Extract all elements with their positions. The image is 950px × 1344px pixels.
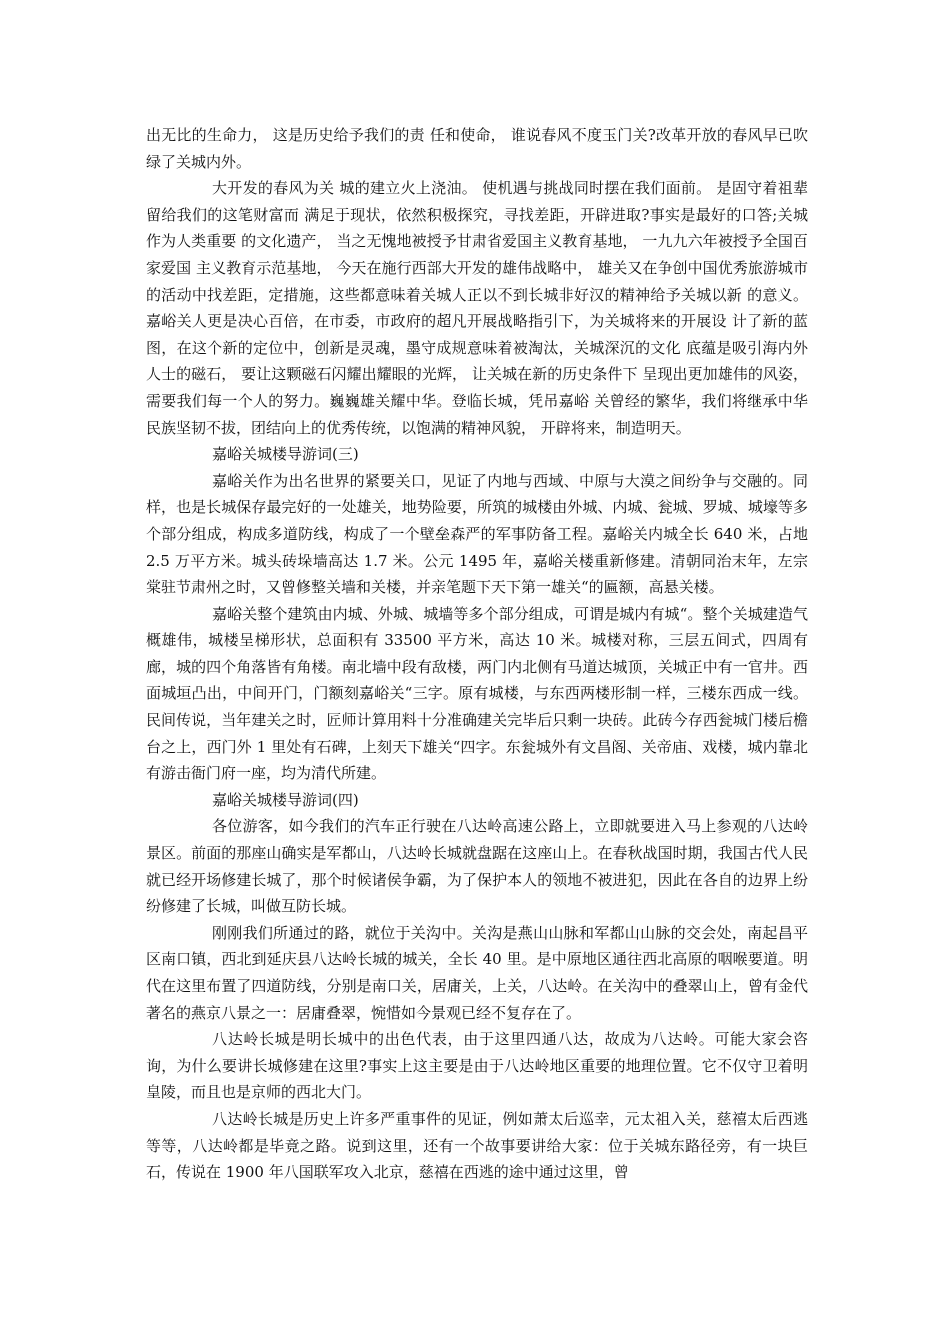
paragraph: 嘉峪关作为出名世界的紧要关口，见证了内地与西域、中原与大漠之间纷争与交融的。同样，也是长城保存最完好的一处雄关，地势险要，所筑的城楼由外城、内城、瓮城、罗城、城壕等多个部分组成，构成多道防线，构成了一个壁垒森严的军事防备工程。嘉峪关内城全长 640 米，占地 2.5 万平方米。城头砖垛墙高达 1.7 米。公元 1495 年，嘉峪关楼重新修建。清朝同治末年，左宗棠驻节肃州之时，又曾修整关墙和关楼，并亲笔题下天下第一雄关“的匾额，高悬关楼。 <box>146 471 808 597</box>
section-heading: 嘉峪关城楼导游词(四) <box>212 790 359 809</box>
paragraph: 出无比的生命力， 这是历史给予我们的责 任和使命， 谁说春风不度玉门关?改革开放的春风早已吹绿了关城内外。 <box>146 126 808 171</box>
paragraph: 大开发的春风为关 城的建立火上浇油。 使机遇与挑战同时摆在我们面前。 是固守着祖辈留给我们的这笔财富而 满足于现状，依然积极探究，寻找差距，开辟进取?事实是最好的口答;关城作为人类重要 的文化遗产， 当之无愧地被授予甘肃省爱国主义教育基地， 一九九六年被授予全国百家爱国 主义教育示范基地， 今天在施行西部大开发的雄伟战略中， 雄关又在争创中国优秀旅游城市 的活动中找差距，定措施，这些都意味着关城人正以不到长城非好汉的精神给予关城以新 的意义。 嘉峪关人更是决心百倍，在市委，市政府的超凡开展战略指引下，为关城将来的开展设 计了新的蓝图，在这个新的定位中，创新是灵魂，墨守成规意味着被淘汰，关城深沉的文化 底蕴是吸引海内外人士的磁石， 要让这颗磁石闪耀出耀眼的光辉， 让关城在新的历史条件下 呈现出更加雄伟的风姿，需要我们每一个人的努力。巍巍雄关耀中华。登临长城，凭吊嘉峪 关曾经的繁华，我们将继承中华民族坚韧不拔，团结向上的优秀传统，以饱满的精神风貌， 开辟将来，制造明天。 <box>146 179 808 437</box>
document-page <box>146 122 808 1186</box>
section-heading: 嘉峪关城楼导游词(三) <box>212 445 359 464</box>
paragraph: 刚刚我们所通过的路，就位于关沟中。关沟是燕山山脉和军都山山脉的交会处，南起昌平区南口镇，西北到延庆县八达岭长城的城关，全长 40 里。是中原地区通往西北高原的咽喉要道。明代在这里布置了四道防线，分别是南口关，居庸关，上关，八达岭。在关沟中的叠翠山上，曾有金代著名的燕京八景之一：居庸叠翠，惋惜如今景观已经不复存在了。 <box>146 923 808 1022</box>
paragraph: 各位游客，如今我们的汽车正行驶在八达岭高速公路上，立即就要进入马上参观的八达岭景区。前面的那座山确实是军都山，八达岭长城就盘踞在这座山上。在春秋战国时期，我国古代人民就已经开场修建长城了，那个时候诸侯争霸，为了保护本人的领地不被进犯，因此在各自的边界上纷纷修建了长城，叫做互防长城。 <box>146 817 808 916</box>
paragraph: 八达岭长城是历史上许多严重事件的见证，例如萧太后巡幸，元太祖入关，慈禧太后西逃等等，八达岭都是毕竟之路。说到这里，还有一个故事要讲给大家：位于关城东路径旁，有一块巨石，传说在 1900 年八国联军攻入北京，慈禧在西逃的途中通过这里，曾 <box>146 1109 808 1182</box>
paragraph: 嘉峪关整个建筑由内城、外城、城墙等多个部分组成，可谓是城内有城“。整个关城建造气概雄伟，城楼呈梯形状，总面积有 33500 平方米，高达 10 米。城楼对称，三层五间式，四周有廊，城的四个角落皆有角楼。南北墙中段有敌楼，两门内北侧有马道达城顶，关城正中有一官井。西面城垣凸出，中间开门，门额刻嘉峪关“三字。原有城楼，与东西两楼形制一样，三楼东西成一线。民间传说，当年建关之时，匠师计算用料十分准确建关完毕后只剩一块砖。此砖今存西瓮城门楼后檐台之上，西门外 1 里处有石碑，上刻天下雄关“四字。东瓮城外有文昌阁、关帝庙、戏楼，城内靠北有游击衙门府一座，均为清代所建。 <box>146 604 808 783</box>
paragraph: 八达岭长城是明长城中的出色代表，由于这里四通八达，故成为八达岭。可能大家会咨询，为什么要讲长城修建在这里?事实上这主要是由于八达岭地区重要的地理位置。它不仅守卫着明皇陵，而且也是京师的西北大门。 <box>146 1030 808 1102</box>
